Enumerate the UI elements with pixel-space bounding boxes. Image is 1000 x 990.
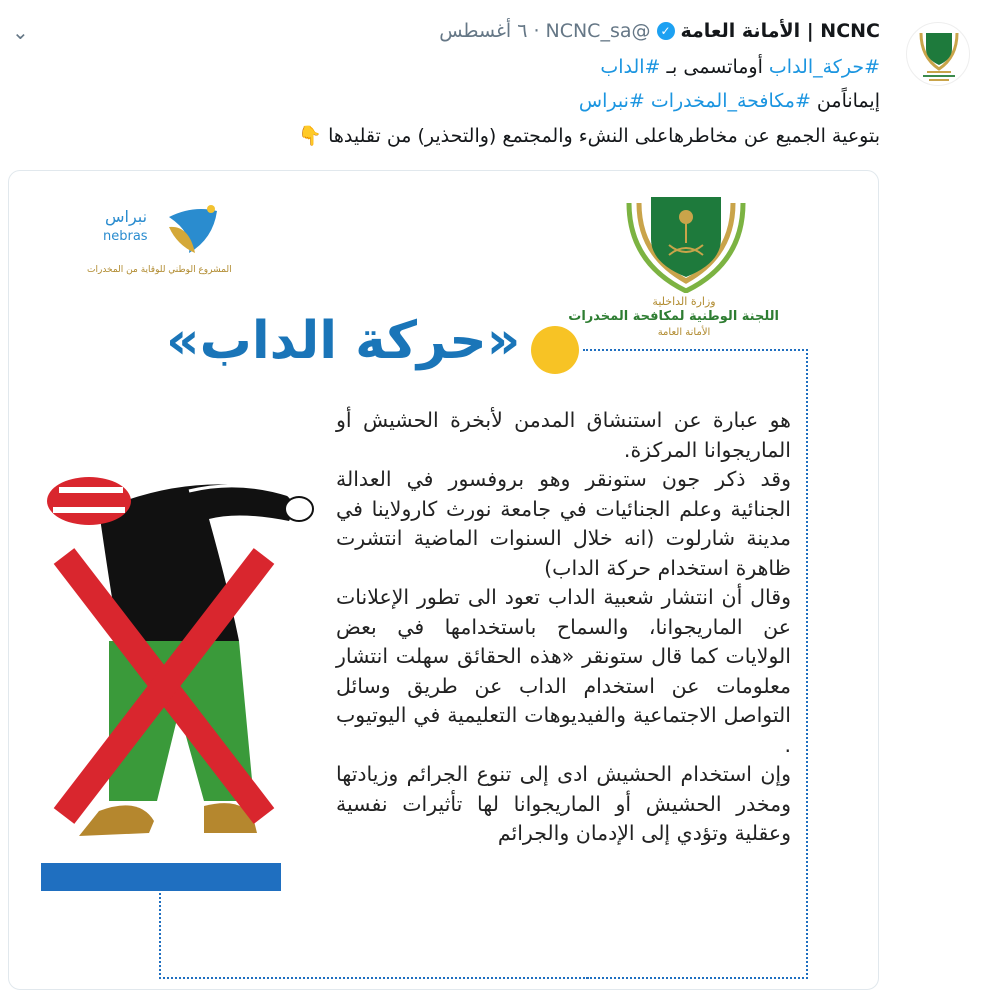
paragraph: وقد ذكر جون ستونقر وهو بروفسور في العدالة الجنائية وعلم الجنائيات في جامعة نورث كارولاينا في مدينة شارلوت (انه خلال السنوات الماضية انتشرت ظاهرة استخدام حركة الداب) [336, 467, 791, 580]
committee-label: اللجنة الوطنية لمكافحة المخدرات [568, 309, 779, 324]
committee-emblem-icon [621, 193, 751, 293]
tweet-image[interactable] [8, 170, 879, 990]
handle[interactable]: @NCNC_sa [545, 20, 651, 42]
tweet-line-3 [298, 124, 880, 147]
tweet-header [439, 20, 880, 42]
nebras-shield-icon [165, 203, 221, 255]
display-name[interactable]: NCNC | الأمانة العامة [680, 20, 880, 42]
tweet-text: بتوعية الجميع عن مخاطرهاعلى النشء والمجتمع (والتحذير) من تقليدها 👇 [298, 125, 880, 147]
ministry-label: وزارة الداخلية [652, 295, 716, 308]
hashtag-link[interactable]: #حركة_الداب [768, 56, 880, 78]
tweet-date[interactable]: ٦ أغسطس [439, 20, 528, 42]
dotted-frame-left [159, 881, 589, 979]
yellow-dot [531, 326, 579, 374]
nebras-english: nebras [103, 229, 148, 244]
nebras-arabic: نبراس [105, 207, 148, 226]
hashtag-link[interactable]: #نبراس [578, 90, 645, 112]
tweet-line-2 [579, 90, 880, 112]
nebras-subtitle: المشروع الوطني للوقاية من المخدرات [87, 265, 232, 275]
dab-figure-illustration [39, 471, 319, 891]
verified-badge-icon: ✓ [657, 22, 675, 40]
paragraph: هو عبارة عن استنشاق المدمن لأبخرة الحشيش أو الماريجوانا المركزة. [336, 408, 791, 462]
paragraph: وقال أن انتشار شعبية الداب تعود الى تطور الإعلانات عن الماريجوانا، والسماح باستخدامها في بعض الولايات كما قال ستونقر «هذه الحقائق سهلت انتشار معلومات عن استخدام الداب عن طريق وسائل التواصل الاجتماعية والفيديوهات التعليمية في اليوتيوب . [336, 585, 791, 757]
chevron-down-icon[interactable]: ⌄ [12, 20, 29, 44]
paragraph: وإن استخدام الحشيش ادى إلى تنوع الجرائم وزيادتها ومخدر الحشيش أو الماريجوانا لها تأثيرات نفسية وعقلية وتؤدي إلى الإدمان والجرائم [336, 762, 791, 845]
secretariat-label: الأمانة العامة [657, 327, 711, 338]
hashtag-link[interactable]: #الداب [600, 56, 661, 78]
blue-bar [41, 863, 281, 891]
tweet-text: أوماتسمى بـ [660, 56, 769, 78]
hashtag-link[interactable]: #مكافحة_المخدرات [650, 90, 811, 112]
tweet-line-1 [600, 56, 880, 78]
separator: · [533, 20, 540, 42]
avatar[interactable] [906, 22, 970, 86]
committee-logo-icon [907, 23, 971, 87]
poster-title: «حركة الداب» [166, 311, 521, 371]
tweet-text: إيماناًمن [810, 90, 880, 112]
poster-body [336, 406, 791, 849]
